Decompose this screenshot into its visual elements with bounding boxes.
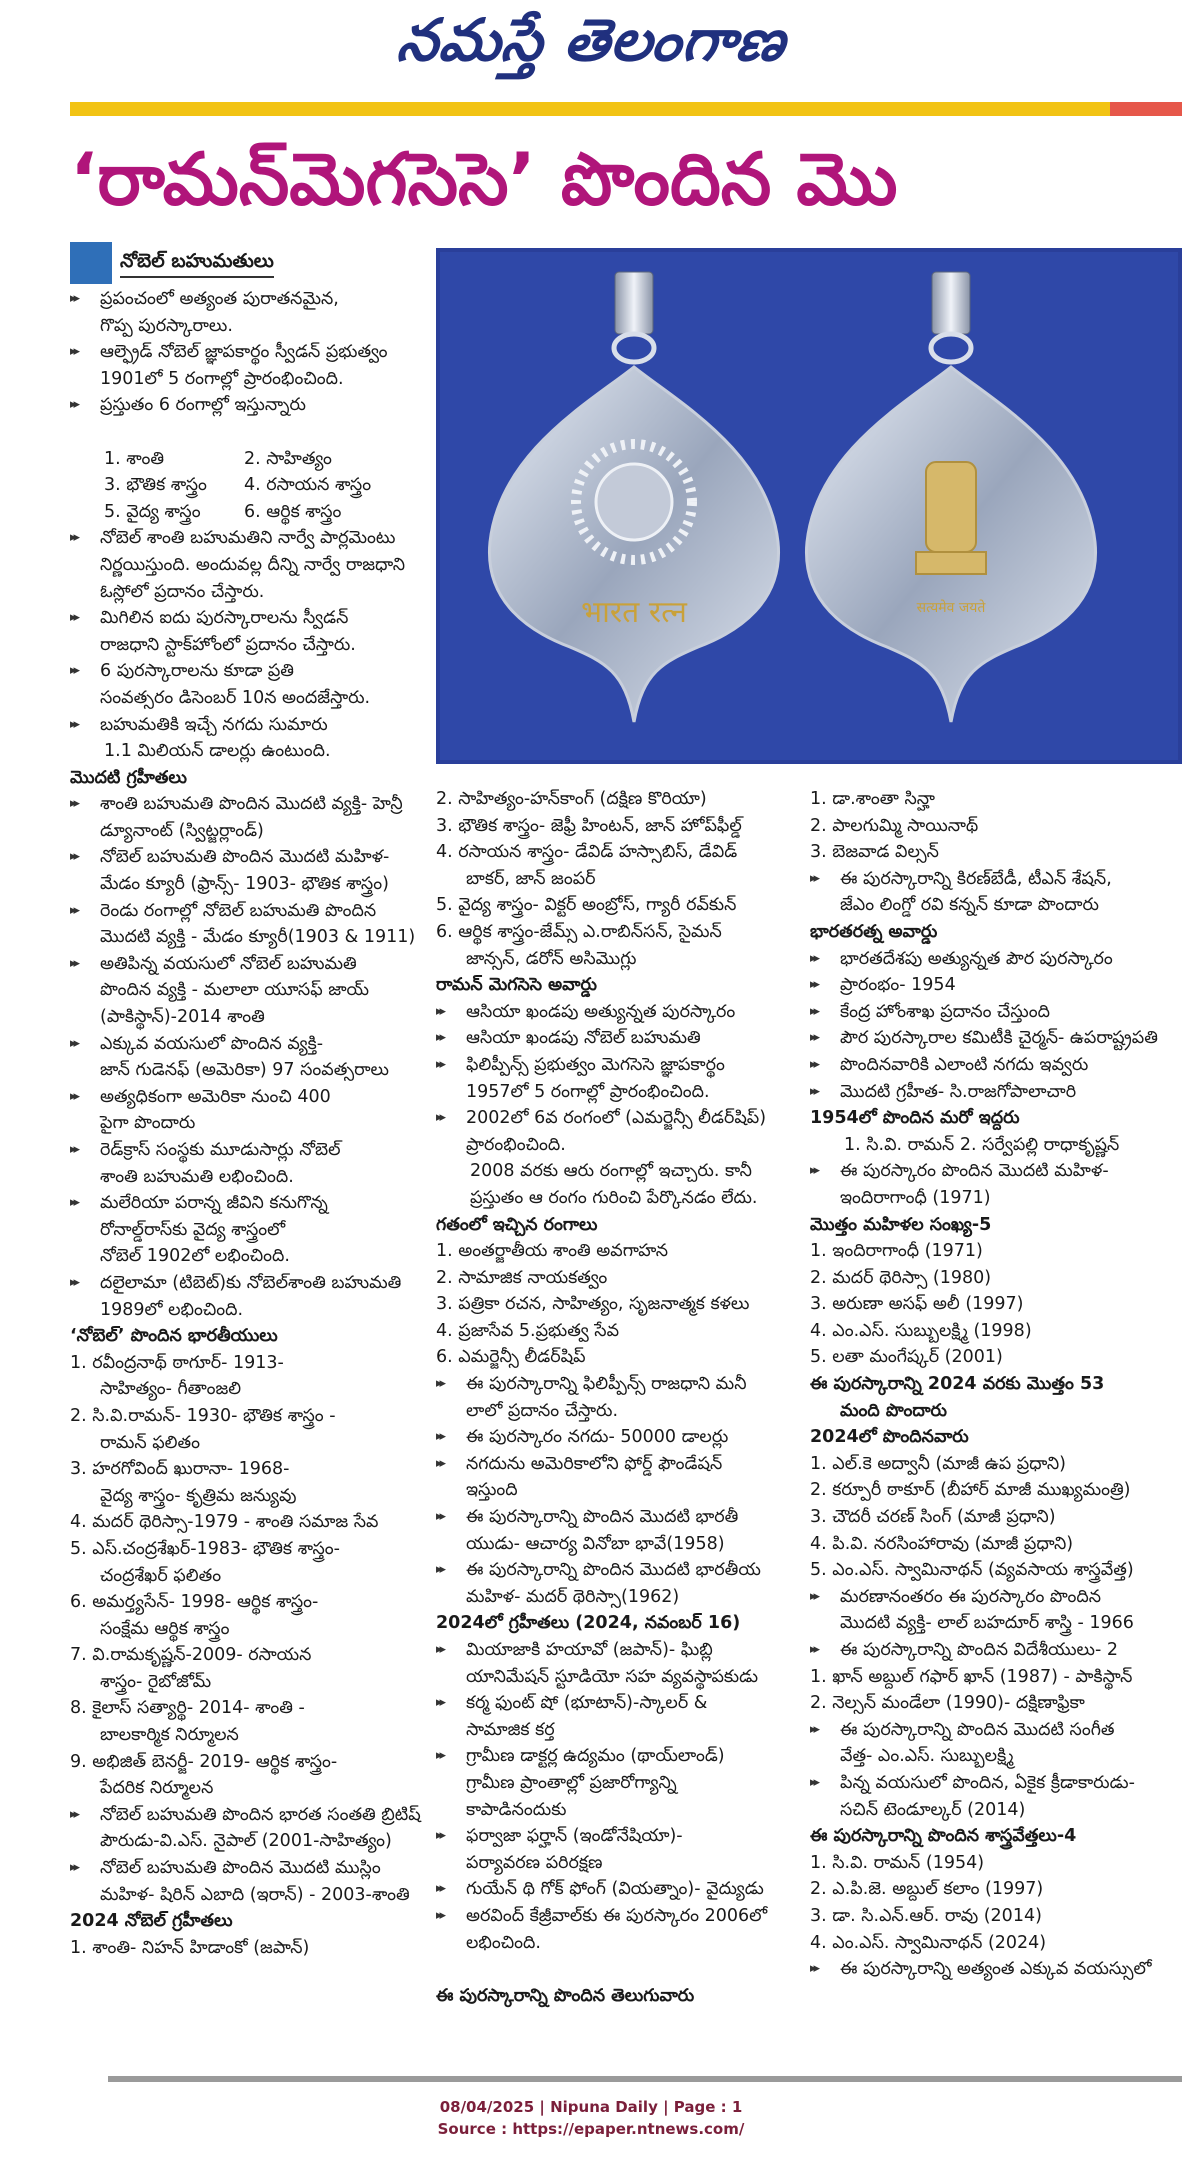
text-line: ▸▸ ఫిలిప్పీన్స్ ప్రభుత్వం మెగసెసె జ్ఞాపకార్థం: [436, 1052, 802, 1079]
text-line: 4. పి.వి. నరసింహారావు (మాజీ ప్రధాని): [810, 1533, 1074, 1554]
text-line: మహిళ- షిరిన్ ఎబాది (ఇరాన్) - 2003-శాంతి: [100, 1884, 410, 1905]
text-line: ▸▸ కేంద్ర హోంశాఖ ప్రదానం చేస్తుంది: [810, 999, 1182, 1026]
text-line: 2. సాహిత్యం-హన్‌కాంగ్ (దక్షిణ కొరియా): [436, 789, 707, 809]
text-line: ▸▸ నోబెల్ శాంతి బహుమతిని నార్వే పార్లమెంటు: [70, 525, 428, 552]
text-line: ▸▸ భారతదేశపు అత్యున్నత పౌర పురస్కారం: [810, 946, 1182, 973]
text-line: ▸▸ దలైలామా (టిబెట్)కు నోబెల్‌శాంతి బహుమతి: [70, 1270, 428, 1297]
text-line: ▸▸ నోబెల్ బహుమతి పొందిన భారత సంతతి బ్రిటిష్: [70, 1802, 428, 1829]
text-line: ఇస్తుంది: [466, 1480, 518, 1501]
text-line: జేఎం లింగ్డో రవి కన్నన్ కూడా పొందారు: [840, 895, 1099, 916]
text-line: ▸▸ ఈ పురస్కారాన్ని అత్యంత ఎక్కువ వయస్సులో: [810, 1956, 1182, 1983]
text-line: 1901లో 5 రంగాల్లో ప్రారంభించింది.: [100, 368, 344, 389]
header-rule-yellow: [70, 102, 1110, 116]
text-line: ▸▸ శాంతి బహుమతి పొందిన మొదటి వ్యక్తి- హెన్రీ: [70, 791, 428, 818]
text-line: ▸▸ అత్యధికంగా అమెరికా నుంచి 400: [70, 1084, 428, 1111]
text-line: ▸▸ ఈ పురస్కారాన్ని పొందిన విదేశీయులు- 2: [810, 1637, 1182, 1664]
text-line: 4. ఎం.ఎస్. సుబ్బులక్ష్మి (1998): [810, 1320, 1032, 1341]
text-line: ▸▸ నోబెల్ బహుమతి పొందిన మొదటి మహిళ-: [70, 844, 428, 871]
text-line: ▸▸ ప్రారంభం- 1954: [810, 972, 1182, 999]
text-line: 1. ఎల్.కె అద్వానీ (మాజీ ఉప ప్రధాని): [810, 1453, 1066, 1474]
subheading: ఈ పురస్కారాన్ని 2024 వరకు మొత్తం 53: [810, 1374, 1105, 1395]
text-line: ▸▸ నగదును అమెరికాలోని ఫోర్డ్ ఫౌండేషన్: [436, 1451, 802, 1478]
text-line: బాకర్, జాన్ జంపర్: [466, 868, 596, 889]
text-line: ▸▸ మొదటి గ్రహీత- సి.రాజగోపాలాచారి: [810, 1079, 1182, 1106]
grid-cell: 1. శాంతి: [104, 448, 165, 469]
grid-cell: 2. సాహిత్యం: [244, 448, 332, 469]
text-line: ▸▸ అతిపిన్న వయసులో నోబెల్ బహుమతి: [70, 951, 428, 978]
text-line: 5. ఎం.ఎస్. స్వామినాథన్ (వ్యవసాయ శాస్త్రవేత్త): [810, 1560, 1134, 1581]
text-line: 5. లతా మంగేష్కర్ (2001): [810, 1347, 1003, 1368]
subheading: ‘నోబెల్’ పొందిన భారతీయులు: [70, 1326, 278, 1347]
text-line: ▸▸ రెడ్‌క్రాస్ సంస్థకు మూడుసార్లు నోబెల్: [70, 1137, 428, 1164]
text-line: ▸▸ గ్రామీణ డాక్టర్ల ఉద్యమం (థాయ్‌లాండ్): [436, 1743, 802, 1770]
footer-date-page: 08/04/2025 | Nipuna Daily | Page : 1: [439, 2098, 743, 2116]
text-line: 2. పాలగుమ్మి సాయినాథ్: [810, 815, 979, 836]
text-line: 2. కర్పూరీ ఠాకూర్ (బీహార్ మాజీ ముఖ్యమంత్రి): [810, 1480, 1131, 1501]
text-line: 1. రవీంద్రనాథ్ ఠాగూర్- 1913-: [70, 1352, 284, 1373]
text-line: [436, 1956, 802, 1983]
text-line: 1.1 మిలియన్ డాలర్లు ఉంటుంది.: [104, 741, 331, 762]
header-rule-red: [1110, 102, 1182, 116]
text-line: 8. కైలాస్ సత్యార్థి- 2014- శాంతి -: [70, 1698, 305, 1719]
text-line: 3. హరగోవింద్ ఖురానా- 1968-: [70, 1459, 290, 1480]
text-line: 2. సామాజిక నాయకత్వం: [436, 1267, 608, 1288]
section-heading: [70, 242, 428, 284]
text-line: ▸▸ ఈ పురస్కారాన్ని పొందిన మొదటి సంగీత: [810, 1717, 1182, 1744]
text-line: ▸▸ ఆసియా ఖండపు అత్యున్నత పురస్కారం: [436, 999, 802, 1026]
text-line: డ్యూనాంట్ (స్విట్జర్లాండ్): [100, 820, 264, 841]
subheading: 1954లో పొందిన మరో ఇద్దరు: [810, 1108, 1020, 1129]
subheading: గతంలో ఇచ్చిన రంగాలు: [436, 1214, 598, 1235]
text-line: 1. డా.శాంతా సిన్హా: [810, 789, 935, 809]
grid-cell: 3. భౌతిక శాస్త్రం: [104, 475, 207, 496]
text-line: శాస్త్రం- రైబోజోమ్: [100, 1671, 212, 1692]
text-line: 2. సి.వి.రామన్- 1930- భౌతిక శాస్త్రం -: [70, 1405, 336, 1426]
text-line: బాలకార్మిక నిర్మూలన: [100, 1725, 239, 1746]
text-line: ఇందిరాగాంధీ (1971): [840, 1187, 991, 1208]
text-line: 6. అమర్త్యసేన్- 1998- ఆర్థిక శాస్త్రం-: [70, 1592, 319, 1613]
column-3-lines: [810, 786, 1182, 1983]
text-line: 9. అభిజిత్ బెనర్జీ- 2019- ఆర్థిక శాస్త్రం-: [70, 1751, 338, 1772]
headline: ‘రామన్‌మెగసెసె’ పొందిన మొ: [70, 137, 898, 221]
text-line: పౌరుడు-వి.ఎస్. నైపాల్ (2001-సాహిత్యం): [100, 1831, 392, 1852]
text-line: 1. సి.వి. రామన్ (1954): [810, 1852, 985, 1873]
subheading: మంది పొందారు: [840, 1400, 947, 1421]
text-line: ▸▸ ఈ పురస్కారాన్ని పొందిన మొదటి భారతీ: [436, 1504, 802, 1531]
text-line: ▸▸ ఈ పురస్కారం పొందిన మొదటి మహిళ-: [810, 1158, 1182, 1185]
text-line: సచిన్ టెండూల్కర్ (2014): [840, 1799, 1026, 1820]
column-1-lines: [70, 286, 428, 1961]
text-line: 7. వి.రామకృష్ణన్-2009- రసాయన: [70, 1645, 312, 1666]
text-line: శాంతి బహుమతి లభించింది.: [100, 1166, 294, 1187]
text-line: ▸▸ ఈ పురస్కారాన్ని ఫిలిప్పీన్స్ రాజధాని మనీ: [436, 1371, 802, 1398]
bharat-ratna-medal-photo: [436, 248, 1182, 764]
text-line: ▸▸ ఎక్కువ వయసులో పొందిన వ్యక్తి-: [70, 1031, 428, 1058]
text-line: యానిమేషన్ స్టూడియో సహ వ్యవస్థాపకుడు: [466, 1666, 759, 1687]
list-grid-row: [70, 499, 428, 526]
text-line: ▸▸ మియాజాకి హయావో (జపాన్)- ఘిబ్లి: [436, 1637, 802, 1664]
masthead-title: నమస్తే తెలంగాణ: [394, 6, 790, 74]
list-grid-row: [70, 472, 428, 499]
subheading: మొదటి గ్రహీతలు: [70, 767, 187, 788]
subheading: 2024లో గ్రహీతలు (2024, నవంబర్ 16): [436, 1613, 741, 1634]
text-line: యుడు- ఆచార్య వినోబా భావే(1958): [466, 1533, 725, 1554]
text-line: ▸▸ పొందినవారికి ఎలాంటి నగదు ఇవ్వరు: [810, 1052, 1182, 1079]
text-line: 1. ఖాన్ అబ్దుల్ గఫార్ ఖాన్ (1987) - పాకిస్థాన్: [810, 1666, 1133, 1687]
text-line: పొందిన వ్యక్తి - మలాలా యూసఫ్ జాయ్: [100, 980, 370, 1001]
text-line: పేదరిక నిర్మూలన: [100, 1778, 214, 1799]
text-line: ▸▸ ఆల్ఫ్రెడ్ నోబెల్ జ్ఞాపకార్థం స్వీడన్ ప్రభుత్వం: [70, 339, 428, 366]
text-line: లాలో ప్రదానం చేస్తారు.: [466, 1400, 619, 1421]
text-line: 3. బెజవాడ విల్సన్: [810, 842, 939, 863]
subheading: ఈ పురస్కారాన్ని పొందిన తెలుగువారు: [436, 1985, 695, 2006]
text-line: 2. మదర్ థెరిస్సా (1980): [810, 1267, 992, 1288]
text-line: జాన్సన్, డరోన్ అసిమొగ్లు: [466, 948, 637, 969]
grid-cell: 4. రసాయన శాస్త్రం: [244, 475, 372, 496]
text-line: ▸▸ 6 పురస్కారాలను కూడా ప్రతి: [70, 658, 428, 685]
text-line: 1. అంతర్జాతీయ శాంతి అవగాహన: [436, 1241, 669, 1262]
column-2: [436, 786, 802, 2009]
text-line: 2. నెల్సన్ మండేలా (1990)- దక్షిణాఫ్రికా: [810, 1693, 1085, 1714]
text-line: ▸▸ ఈ పురస్కారాన్ని పొందిన మొదటి భారతీయ: [436, 1557, 802, 1584]
text-line: ▸▸ నోబెల్ బహుమతి పొందిన మొదటి ముస్లిం: [70, 1855, 428, 1882]
text-line: నోబెల్ 1902లో లభించింది.: [100, 1246, 290, 1267]
text-line: 5. వైద్య శాస్త్రం- విక్టర్ అంబ్రోస్, గ్యారీ రవ్‌కున్: [436, 895, 737, 916]
column-3: [810, 786, 1182, 1983]
text-line: పర్యావరణ పరిరక్షణ: [466, 1852, 603, 1873]
masthead: [0, 0, 1182, 100]
text-line: సంవత్సరం డిసెంబర్ 10న అందజేస్తారు.: [100, 687, 371, 708]
column-2-lines: [436, 786, 802, 2009]
text-line: ▸▸ ప్రస్తుతం 6 రంగాల్లో ఇస్తున్నారు: [70, 392, 428, 419]
text-line: ప్రారంభించింది.: [466, 1134, 566, 1155]
text-line: మేడం క్యూరీ (ఫ్రాన్స్- 1903- భౌతిక శాస్త్రం): [100, 874, 389, 895]
text-line: వైద్య శాస్త్రం- కృత్రిమ జన్యువు: [100, 1485, 297, 1506]
text-line: రోనాల్డ్‌రాస్‌కు వైద్య శాస్త్రంలో: [100, 1219, 286, 1240]
text-line: సంక్షేమ ఆర్థిక శాస్త్రం: [100, 1618, 230, 1639]
medal-illustration: [440, 252, 1178, 760]
text-line: సామాజిక కర్త: [466, 1719, 555, 1740]
text-line: 3. అరుణా అసఫ్ అలీ (1997): [810, 1294, 1024, 1315]
text-line: గ్రామీణ ప్రాంతాల్లో ప్రజారోగ్యాన్ని: [466, 1772, 677, 1793]
text-line: ▸▸ మరణానంతరం ఈ పురస్కారం పొందిన: [810, 1584, 1182, 1611]
subheading: ఈ పురస్కారాన్ని పొందిన శాస్త్రవేత్తలు-4: [810, 1826, 1077, 1847]
text-line: జాన్ గుడెనఫ్ (అమెరికా) 97 సంవత్సరాలు: [100, 1060, 389, 1081]
subheading: మొత్తం మహిళల సంఖ్య-5: [810, 1214, 992, 1235]
text-line: గొప్ప పురస్కారాలు.: [100, 315, 233, 336]
text-line: ▸▸ పౌర పురస్కారాల కమిటీకి చైర్మన్- ఉపరాష్ట్రపతి: [810, 1025, 1182, 1052]
text-line: ▸▸ 2002లో 6వ రంగంలో (ఎమర్జెన్సీ లీడర్‌షిప్): [436, 1105, 802, 1132]
text-line: 4. మదర్ థెరిస్సా-1979 - శాంతి సమాజ సేవ: [70, 1512, 379, 1533]
list-grid-row: [70, 446, 428, 473]
footer-rule: [108, 2076, 1182, 2082]
text-line: రామన్ ఫలితం: [100, 1432, 200, 1453]
subheading: 2024లో పొందినవారు: [810, 1427, 969, 1448]
text-line: 5. ఎస్.చంద్రశేఖర్-1983- భౌతిక శాస్త్రం-: [70, 1538, 340, 1559]
text-line: ప్రస్తుతం ఆ రంగం గురించి పేర్కొనడం లేదు.: [470, 1187, 758, 1208]
subheading: 2024 నోబెల్ గ్రహీతలు: [70, 1911, 233, 1932]
column-1: [70, 242, 428, 1961]
text-line: ▸▸ గుయేన్ థి గోక్ ఫోంగ్ (వియత్నాం)- వైద్యుడు: [436, 1876, 802, 1903]
text-line: 1. శాంతి- నిహన్ హిడాంకో (జపాన్): [70, 1937, 310, 1958]
text-line: 2008 వరకు ఆరు రంగాల్లో ఇచ్చారు. కానీ: [470, 1161, 752, 1182]
grid-cell: 5. వైద్య శాస్త్రం: [104, 501, 201, 522]
text-line: ▸▸ బహుమతికి ఇచ్చే నగదు సుమారు: [70, 712, 428, 739]
footer: [0, 2096, 1182, 2140]
text-line: [70, 419, 428, 446]
text-line: 3. చౌదరీ చరణ్ సింగ్ (మాజీ ప్రధాని): [810, 1507, 1056, 1528]
medal-left-inscription: भारत रत्न: [581, 595, 687, 630]
text-line: నిర్ణయిస్తుంది. అందువల్ల దీన్ని నార్వే రాజధాని: [100, 554, 405, 575]
text-line: ▸▸ కర్మ ఫుంట్ షో (భూటాన్)-స్కాలర్ &: [436, 1690, 802, 1717]
text-line: రాజధాని స్టాక్‌హోంలో ప్రదానం చేస్తారు.: [100, 634, 356, 655]
subheading: భారతరత్న అవార్డు: [810, 921, 938, 942]
text-line: ▸▸ మలేరియా పరాన్న జీవిని కనుగొన్న: [70, 1190, 428, 1217]
text-line: ▸▸ ఆసియా ఖండపు నోబెల్ బహుమతి: [436, 1025, 802, 1052]
text-line: సాహిత్యం- గీతాంజలి: [100, 1379, 242, 1400]
text-line: ▸▸ మిగిలిన ఐదు పురస్కారాలను స్వీడన్: [70, 605, 428, 632]
grid-cell: 6. ఆర్థిక శాస్త్రం: [244, 501, 342, 522]
medal-right-inscription: सत्यमेव जयते: [916, 600, 986, 616]
text-line: 3. పత్రికా రచన, సాహిత్యం, సృజనాత్మక కళలు: [436, 1294, 750, 1315]
text-line: 3. భౌతిక శాస్త్రం- జెఫ్రీ హింటన్, జాన్ హోప్‌ఫీల్డ్: [436, 815, 742, 836]
text-line: 1957లో 5 రంగాల్లో ప్రారంభించింది.: [466, 1081, 710, 1102]
section-marker: [70, 242, 112, 284]
section-title: నోబెల్ బహుమతులు: [120, 248, 274, 279]
text-line: 4. రసాయన శాస్త్రం- డేవిడ్ హస్సాబిస్, డేవిడ్: [436, 842, 738, 863]
text-line: ▸▸ పిన్న వయసులో పొందిన, ఏకైక క్రీడాకారుడు-: [810, 1770, 1182, 1797]
text-line: ▸▸ అరవింద్ కేజ్రీవాల్‌కు ఈ పురస్కారం 2006లో: [436, 1903, 802, 1930]
text-line: కాపాడినందుకు: [466, 1799, 567, 1820]
text-line: లభించింది.: [466, 1932, 541, 1953]
text-line: 6. ఎమర్జెన్సీ లీడర్‌షిప్: [436, 1347, 586, 1368]
text-line: ▸▸ ఈ పురస్కారం నగదు- 50000 డాలర్లు: [436, 1424, 802, 1451]
text-line: పైగా పొందారు: [100, 1113, 196, 1134]
text-line: వేత్త- ఎం.ఎస్. సుబ్బులక్ష్మి: [840, 1746, 1014, 1767]
text-line: 3. డా. సి.ఎన్.ఆర్. రావు (2014): [810, 1905, 1042, 1926]
text-line: మొదటి వ్యక్తి - మేడం క్యూరీ(1903 & 1911): [100, 927, 416, 948]
footer-source: Source : https://epaper.ntnews.com/: [437, 2120, 745, 2138]
text-line: మొదటి వ్యక్తి- లాల్ బహదూర్ శాస్త్రి - 1966: [840, 1613, 1134, 1634]
text-line: (పాకిస్థాన్)-2014 శాంతి: [100, 1007, 265, 1028]
text-line: 4. ప్రజాసేవ 5.ప్రభుత్వ సేవ: [436, 1320, 620, 1341]
text-line: 1. సి.వి. రామన్ 2. సర్వేపల్లి రాధాకృష్ణన్: [844, 1134, 1120, 1155]
text-line: ▸▸ రెండు రంగాల్లో నోబెల్ బహుమతి పొందిన: [70, 898, 428, 925]
text-line: 6. ఆర్థిక శాస్త్రం-జేమ్స్ ఎ.రాబిన్‌సన్, సైమన్: [436, 921, 722, 942]
text-line: ▸▸ ఈ పురస్కారాన్ని కిరణ్‌బేడీ, టీఎన్ శేషన్,: [810, 866, 1182, 893]
text-line: ▸▸ ప్రపంచంలో అత్యంత పురాతనమైన,: [70, 286, 428, 313]
text-line: 2. ఎ.పి.జె. అబ్దుల్ కలాం (1997): [810, 1879, 1044, 1900]
text-line: 1. ఇందిరాగాంధీ (1971): [810, 1241, 983, 1262]
text-line: చంద్రశేఖర్ ఫలితం: [100, 1565, 222, 1586]
text-line: 4. ఎం.ఎస్. స్వామినాథన్ (2024): [810, 1932, 1047, 1953]
text-line: ▸▸ ఫర్వాజా ఫర్హాన్ (ఇండోనేషియా)-: [436, 1823, 802, 1850]
text-line: మహిళ- మదర్ థెరిస్సా(1962): [466, 1586, 680, 1607]
subheading: రామన్ మెగసెసె అవార్డు: [436, 975, 597, 996]
text-line: ఓస్లోలో ప్రదానం చేస్తారు.: [100, 581, 265, 602]
text-line: 1989లో లభించింది.: [100, 1299, 244, 1320]
